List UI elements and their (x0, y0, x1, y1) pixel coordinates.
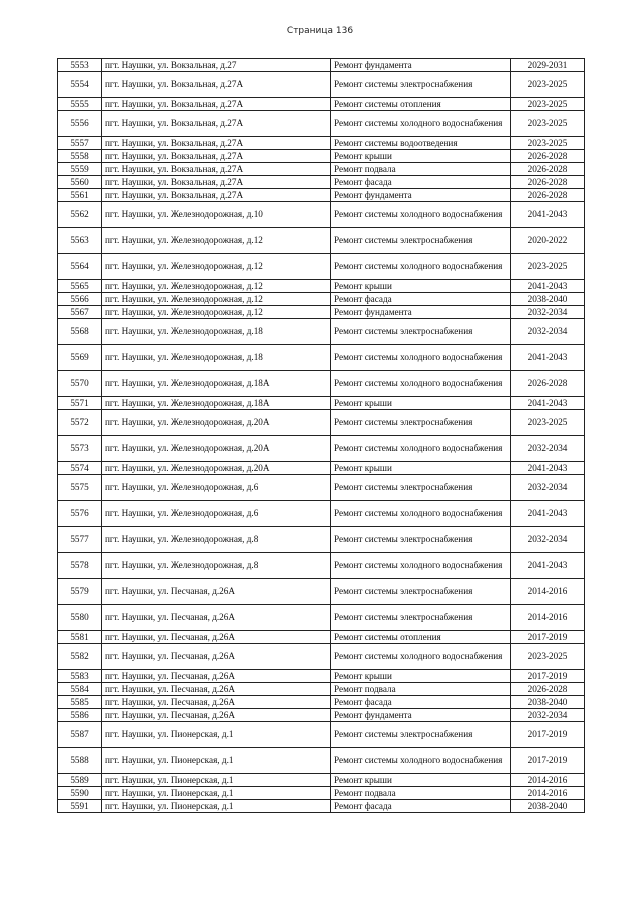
cell-number: 5583 (58, 670, 102, 683)
table-row (58, 605, 585, 631)
cell-number: 5560 (58, 176, 102, 189)
cell-address: пгт. Наушки, ул. Вокзальная, д.27А (102, 163, 331, 176)
cell-address: пгт. Наушки, ул. Вокзальная, д.27А (102, 150, 331, 163)
cell-work-type: Ремонт системы электроснабжения (331, 72, 511, 98)
cell-address: пгт. Наушки, ул. Железнодорожная, д.18А (102, 397, 331, 410)
cell-number: 5568 (58, 319, 102, 345)
cell-work-type: Ремонт фасада (331, 696, 511, 709)
cell-years: 2032-2034 (511, 709, 585, 722)
table-row (58, 410, 585, 436)
cell-work-type: Ремонт системы электроснабжения (331, 410, 511, 436)
cell-address: пгт. Наушки, ул. Песчаная, д.26А (102, 696, 331, 709)
cell-number: 5565 (58, 280, 102, 293)
cell-years: 2038-2040 (511, 800, 585, 813)
cell-years: 2041-2043 (511, 202, 585, 228)
cell-address: пгт. Наушки, ул. Вокзальная, д.27А (102, 189, 331, 202)
cell-years: 2041-2043 (511, 345, 585, 371)
table-row (58, 436, 585, 462)
cell-number: 5581 (58, 631, 102, 644)
cell-number: 5558 (58, 150, 102, 163)
cell-address: пгт. Наушки, ул. Вокзальная, д.27А (102, 98, 331, 111)
table-row (58, 254, 585, 280)
cell-address: пгт. Наушки, ул. Железнодорожная, д.12 (102, 228, 331, 254)
cell-work-type: Ремонт системы электроснабжения (331, 228, 511, 254)
cell-number: 5585 (58, 696, 102, 709)
cell-number: 5590 (58, 787, 102, 800)
cell-address: пгт. Наушки, ул. Пионерская, д.1 (102, 800, 331, 813)
cell-years: 2026-2028 (511, 150, 585, 163)
cell-address: пгт. Наушки, ул. Песчаная, д.26А (102, 631, 331, 644)
cell-number: 5586 (58, 709, 102, 722)
cell-work-type: Ремонт крыши (331, 774, 511, 787)
cell-work-type: Ремонт крыши (331, 280, 511, 293)
table-row (58, 579, 585, 605)
cell-work-type: Ремонт системы холодного водоснабжения (331, 436, 511, 462)
cell-work-type: Ремонт фундамента (331, 189, 511, 202)
cell-address: пгт. Наушки, ул. Пионерская, д.1 (102, 722, 331, 748)
cell-number: 5571 (58, 397, 102, 410)
cell-work-type: Ремонт подвала (331, 163, 511, 176)
cell-number: 5573 (58, 436, 102, 462)
cell-work-type: Ремонт системы электроснабжения (331, 722, 511, 748)
cell-years: 2029-2031 (511, 59, 585, 72)
cell-years: 2023-2025 (511, 137, 585, 150)
cell-years: 2038-2040 (511, 696, 585, 709)
table-row (58, 189, 585, 202)
cell-work-type: Ремонт системы электроснабжения (331, 319, 511, 345)
cell-years: 2026-2028 (511, 163, 585, 176)
cell-work-type: Ремонт системы холодного водоснабжения (331, 644, 511, 670)
cell-work-type: Ремонт системы холодного водоснабжения (331, 345, 511, 371)
cell-years: 2026-2028 (511, 189, 585, 202)
cell-number: 5566 (58, 293, 102, 306)
cell-years: 2017-2019 (511, 631, 585, 644)
cell-years: 2017-2019 (511, 722, 585, 748)
cell-work-type: Ремонт системы холодного водоснабжения (331, 748, 511, 774)
cell-years: 2014-2016 (511, 605, 585, 631)
table-row (58, 774, 585, 787)
cell-work-type: Ремонт фундамента (331, 59, 511, 72)
table-row (58, 748, 585, 774)
cell-work-type: Ремонт фундамента (331, 306, 511, 319)
cell-work-type: Ремонт подвала (331, 787, 511, 800)
cell-number: 5567 (58, 306, 102, 319)
cell-number: 5589 (58, 774, 102, 787)
cell-work-type: Ремонт системы электроснабжения (331, 527, 511, 553)
cell-number: 5576 (58, 501, 102, 527)
cell-work-type: Ремонт крыши (331, 397, 511, 410)
cell-address: пгт. Наушки, ул. Вокзальная, д.27А (102, 111, 331, 137)
table-row (58, 787, 585, 800)
cell-address: пгт. Наушки, ул. Песчаная, д.26А (102, 709, 331, 722)
cell-work-type: Ремонт системы холодного водоснабжения (331, 553, 511, 579)
cell-address: пгт. Наушки, ул. Железнодорожная, д.20А (102, 436, 331, 462)
cell-years: 2032-2034 (511, 475, 585, 501)
cell-number: 5570 (58, 371, 102, 397)
cell-number: 5578 (58, 553, 102, 579)
cell-work-type: Ремонт системы водоотведения (331, 137, 511, 150)
cell-work-type: Ремонт системы холодного водоснабжения (331, 501, 511, 527)
table-row (58, 670, 585, 683)
table-row (58, 59, 585, 72)
table-row (58, 150, 585, 163)
table-row (58, 501, 585, 527)
table-row (58, 293, 585, 306)
cell-years: 2041-2043 (511, 397, 585, 410)
cell-years: 2023-2025 (511, 111, 585, 137)
table-row (58, 475, 585, 501)
cell-number: 5561 (58, 189, 102, 202)
cell-address: пгт. Наушки, ул. Пионерская, д.1 (102, 748, 331, 774)
table-row (58, 644, 585, 670)
cell-address: пгт. Наушки, ул. Железнодорожная, д.6 (102, 475, 331, 501)
cell-address: пгт. Наушки, ул. Песчаная, д.26А (102, 683, 331, 696)
cell-years: 2023-2025 (511, 410, 585, 436)
table-row (58, 527, 585, 553)
cell-number: 5591 (58, 800, 102, 813)
cell-address: пгт. Наушки, ул. Железнодорожная, д.18 (102, 319, 331, 345)
cell-years: 2023-2025 (511, 644, 585, 670)
cell-number: 5588 (58, 748, 102, 774)
page-number-header: Страница 136 (286, 26, 354, 36)
cell-work-type: Ремонт крыши (331, 670, 511, 683)
table-row (58, 722, 585, 748)
table-row (58, 696, 585, 709)
cell-address: пгт. Наушки, ул. Песчаная, д.26А (102, 605, 331, 631)
cell-years: 2023-2025 (511, 98, 585, 111)
cell-work-type: Ремонт системы отопления (331, 98, 511, 111)
cell-years: 2026-2028 (511, 176, 585, 189)
cell-address: пгт. Наушки, ул. Вокзальная, д.27А (102, 72, 331, 98)
cell-work-type: Ремонт подвала (331, 683, 511, 696)
cell-number: 5584 (58, 683, 102, 696)
cell-address: пгт. Наушки, ул. Железнодорожная, д.18 (102, 345, 331, 371)
table-row (58, 683, 585, 696)
table-row (58, 631, 585, 644)
cell-years: 2041-2043 (511, 462, 585, 475)
cell-years: 2023-2025 (511, 72, 585, 98)
table-row (58, 800, 585, 813)
cell-work-type: Ремонт системы холодного водоснабжения (331, 254, 511, 280)
cell-number: 5580 (58, 605, 102, 631)
cell-address: пгт. Наушки, ул. Песчаная, д.26А (102, 579, 331, 605)
table-row (58, 397, 585, 410)
cell-work-type: Ремонт системы электроснабжения (331, 605, 511, 631)
table-body (58, 59, 585, 813)
cell-work-type: Ремонт системы отопления (331, 631, 511, 644)
cell-number: 5564 (58, 254, 102, 280)
cell-years: 2041-2043 (511, 280, 585, 293)
cell-years: 2032-2034 (511, 436, 585, 462)
cell-work-type: Ремонт крыши (331, 150, 511, 163)
cell-work-type: Ремонт крыши (331, 462, 511, 475)
cell-years: 2020-2022 (511, 228, 585, 254)
cell-address: пгт. Наушки, ул. Вокзальная, д.27А (102, 137, 331, 150)
cell-number: 5563 (58, 228, 102, 254)
table-row (58, 553, 585, 579)
table-row (58, 462, 585, 475)
cell-number: 5562 (58, 202, 102, 228)
cell-work-type: Ремонт системы электроснабжения (331, 579, 511, 605)
table-row (58, 306, 585, 319)
table-row (58, 163, 585, 176)
table-row (58, 137, 585, 150)
cell-years: 2041-2043 (511, 501, 585, 527)
cell-number: 5575 (58, 475, 102, 501)
cell-years: 2026-2028 (511, 683, 585, 696)
cell-years: 2017-2019 (511, 748, 585, 774)
cell-work-type: Ремонт системы холодного водоснабжения (331, 111, 511, 137)
cell-number: 5577 (58, 527, 102, 553)
cell-address: пгт. Наушки, ул. Железнодорожная, д.12 (102, 280, 331, 293)
cell-number: 5574 (58, 462, 102, 475)
cell-work-type: Ремонт системы электроснабжения (331, 475, 511, 501)
cell-number: 5554 (58, 72, 102, 98)
cell-number: 5587 (58, 722, 102, 748)
cell-work-type: Ремонт фасада (331, 800, 511, 813)
table-row (58, 202, 585, 228)
cell-address: пгт. Наушки, ул. Железнодорожная, д.8 (102, 553, 331, 579)
table-row (58, 345, 585, 371)
cell-address: пгт. Наушки, ул. Железнодорожная, д.18А (102, 371, 331, 397)
cell-number: 5579 (58, 579, 102, 605)
cell-work-type: Ремонт системы холодного водоснабжения (331, 371, 511, 397)
cell-number: 5556 (58, 111, 102, 137)
cell-years: 2014-2016 (511, 787, 585, 800)
table-row (58, 228, 585, 254)
cell-address: пгт. Наушки, ул. Железнодорожная, д.8 (102, 527, 331, 553)
cell-work-type: Ремонт системы холодного водоснабжения (331, 202, 511, 228)
table-row (58, 280, 585, 293)
cell-address: пгт. Наушки, ул. Железнодорожная, д.10 (102, 202, 331, 228)
cell-years: 2041-2043 (511, 553, 585, 579)
cell-number: 5569 (58, 345, 102, 371)
cell-number: 5553 (58, 59, 102, 72)
table-row (58, 176, 585, 189)
cell-number: 5555 (58, 98, 102, 111)
cell-address: пгт. Наушки, ул. Железнодорожная, д.12 (102, 306, 331, 319)
cell-years: 2038-2040 (511, 293, 585, 306)
cell-address: пгт. Наушки, ул. Железнодорожная, д.20А (102, 462, 331, 475)
cell-address: пгт. Наушки, ул. Вокзальная, д.27А (102, 176, 331, 189)
cell-work-type: Ремонт фасада (331, 293, 511, 306)
cell-years: 2014-2016 (511, 774, 585, 787)
table-row (58, 72, 585, 98)
cell-address: пгт. Наушки, ул. Железнодорожная, д.12 (102, 293, 331, 306)
cell-address: пгт. Наушки, ул. Песчаная, д.26А (102, 670, 331, 683)
cell-years: 2017-2019 (511, 670, 585, 683)
cell-years: 2032-2034 (511, 319, 585, 345)
cell-address: пгт. Наушки, ул. Пионерская, д.1 (102, 787, 331, 800)
table-row (58, 709, 585, 722)
repair-schedule-table (57, 58, 585, 813)
cell-years: 2026-2028 (511, 371, 585, 397)
cell-years: 2032-2034 (511, 527, 585, 553)
table-row (58, 98, 585, 111)
cell-work-type: Ремонт фасада (331, 176, 511, 189)
cell-years: 2032-2034 (511, 306, 585, 319)
cell-number: 5572 (58, 410, 102, 436)
cell-address: пгт. Наушки, ул. Железнодорожная, д.12 (102, 254, 331, 280)
table-row (58, 111, 585, 137)
cell-work-type: Ремонт фундамента (331, 709, 511, 722)
cell-address: пгт. Наушки, ул. Пионерская, д.1 (102, 774, 331, 787)
cell-years: 2023-2025 (511, 254, 585, 280)
cell-address: пгт. Наушки, ул. Железнодорожная, д.20А (102, 410, 331, 436)
table-row (58, 319, 585, 345)
cell-number: 5559 (58, 163, 102, 176)
cell-address: пгт. Наушки, ул. Вокзальная, д.27 (102, 59, 331, 72)
table-row (58, 371, 585, 397)
cell-address: пгт. Наушки, ул. Песчаная, д.26А (102, 644, 331, 670)
cell-years: 2014-2016 (511, 579, 585, 605)
cell-address: пгт. Наушки, ул. Железнодорожная, д.6 (102, 501, 331, 527)
cell-number: 5557 (58, 137, 102, 150)
cell-number: 5582 (58, 644, 102, 670)
